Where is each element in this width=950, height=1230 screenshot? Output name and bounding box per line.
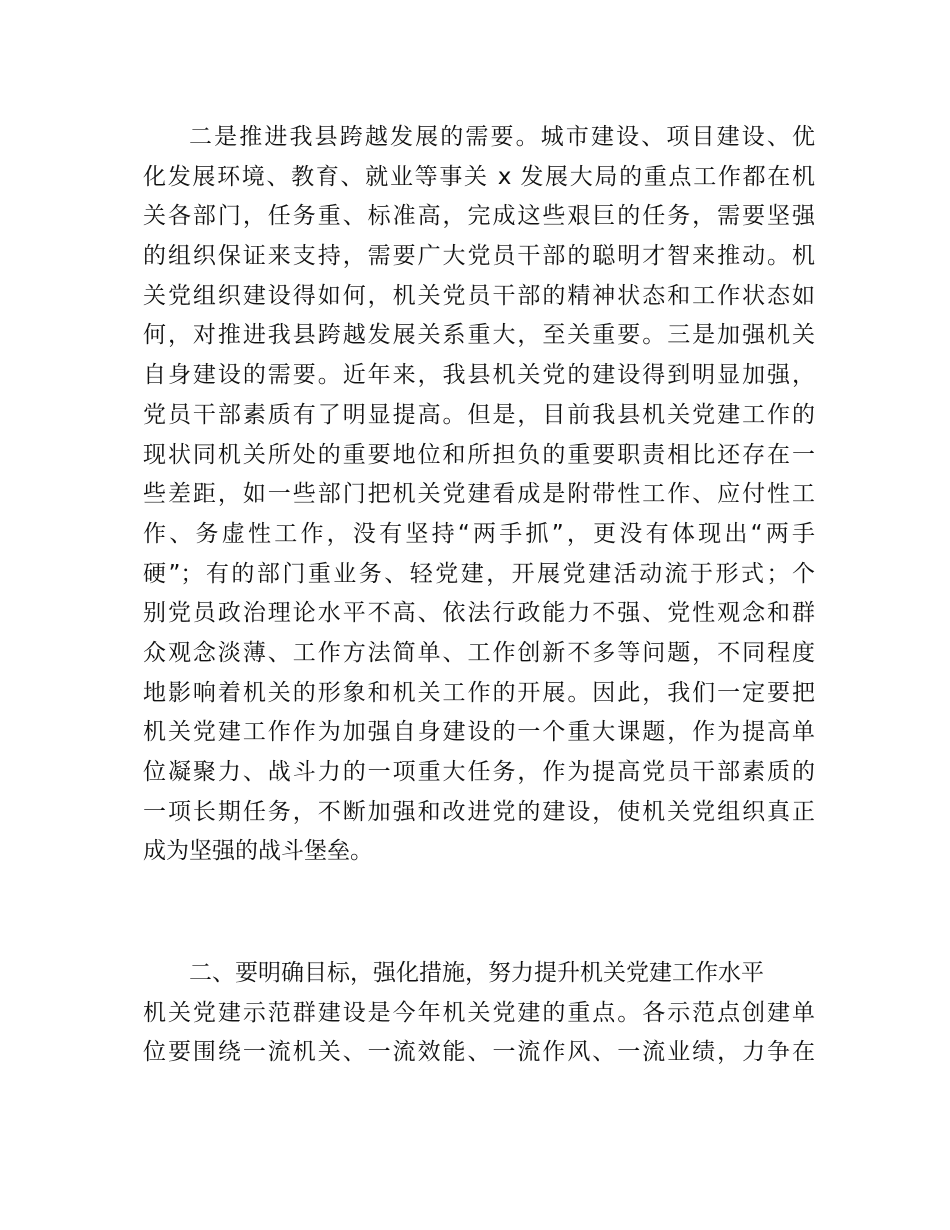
paragraph-1: [143, 118, 815, 872]
text-line: 些差距，如一些部门把机关党建看成是附带性工作、应付性工: [143, 481, 815, 508]
text-line: 一项长期任务，不断加强和改进党的建设，使机关党组织真正: [143, 798, 815, 825]
text-line: 成为坚强的战斗堡垒。: [143, 838, 373, 865]
text-line: 何，对推进我县跨越发展关系重大，至关重要。三是加强机关: [143, 322, 815, 349]
text-line: 化发展环境、教育、就业等事关 x 发展大局的重点工作都在机: [143, 163, 815, 190]
text-line: 机关党建示范群建设是今年机关党建的重点。各示范点创建单: [143, 999, 815, 1026]
text-line: 的组织保证来支持，需要广大党员干部的聪明才智来推动。机: [143, 243, 815, 270]
text-line: 作、务虚性工作，没有坚持“两手抓”，更没有体现出“两手: [143, 520, 815, 547]
text-line: 硬”；有的部门重业务、轻党建，开展党建活动流于形式；个: [143, 560, 815, 587]
text-line: 别党员政治理论水平不高、依法行政能力不强、党性观念和群: [143, 600, 815, 627]
text-line: 党员干部素质有了明显提高。但是，目前我县机关党建工作的: [143, 401, 815, 428]
text-line: 二是推进我县跨越发展的需要。城市建设、项目建设、优: [189, 124, 815, 150]
text-line: 位要围绕一流机关、一流效能、一流作风、一流业绩，力争在: [143, 1039, 815, 1066]
text-line: 位凝聚力、战斗力的一项重大任务，作为提高党员干部素质的: [143, 759, 815, 785]
paragraph-2: [143, 954, 815, 1073]
section-heading: 二、要明确目标，强化措施，努力提升机关党建工作水平: [189, 960, 764, 986]
text-line: 现状同机关所处的重要地位和所担负的重要职责相比还存在一: [143, 441, 815, 468]
text-line: 众观念淡薄、工作方法简单、工作创新不多等问题，不同程度: [143, 639, 815, 666]
text-line: 自身建设的需要。近年来，我县机关党的建设得到明显加强，: [143, 362, 815, 389]
text-line: 关党组织建设得如何，机关党员干部的精神状态和工作状态如: [143, 282, 815, 309]
text-line: 地影响着机关的形象和机关工作的开展。因此，我们一定要把: [143, 679, 815, 706]
text-line: 机关党建工作作为加强自身建设的一个重大课题，作为提高单: [143, 719, 815, 746]
text-line: 关各部门，任务重、标准高，完成这些艰巨的任务，需要坚强: [143, 203, 815, 230]
